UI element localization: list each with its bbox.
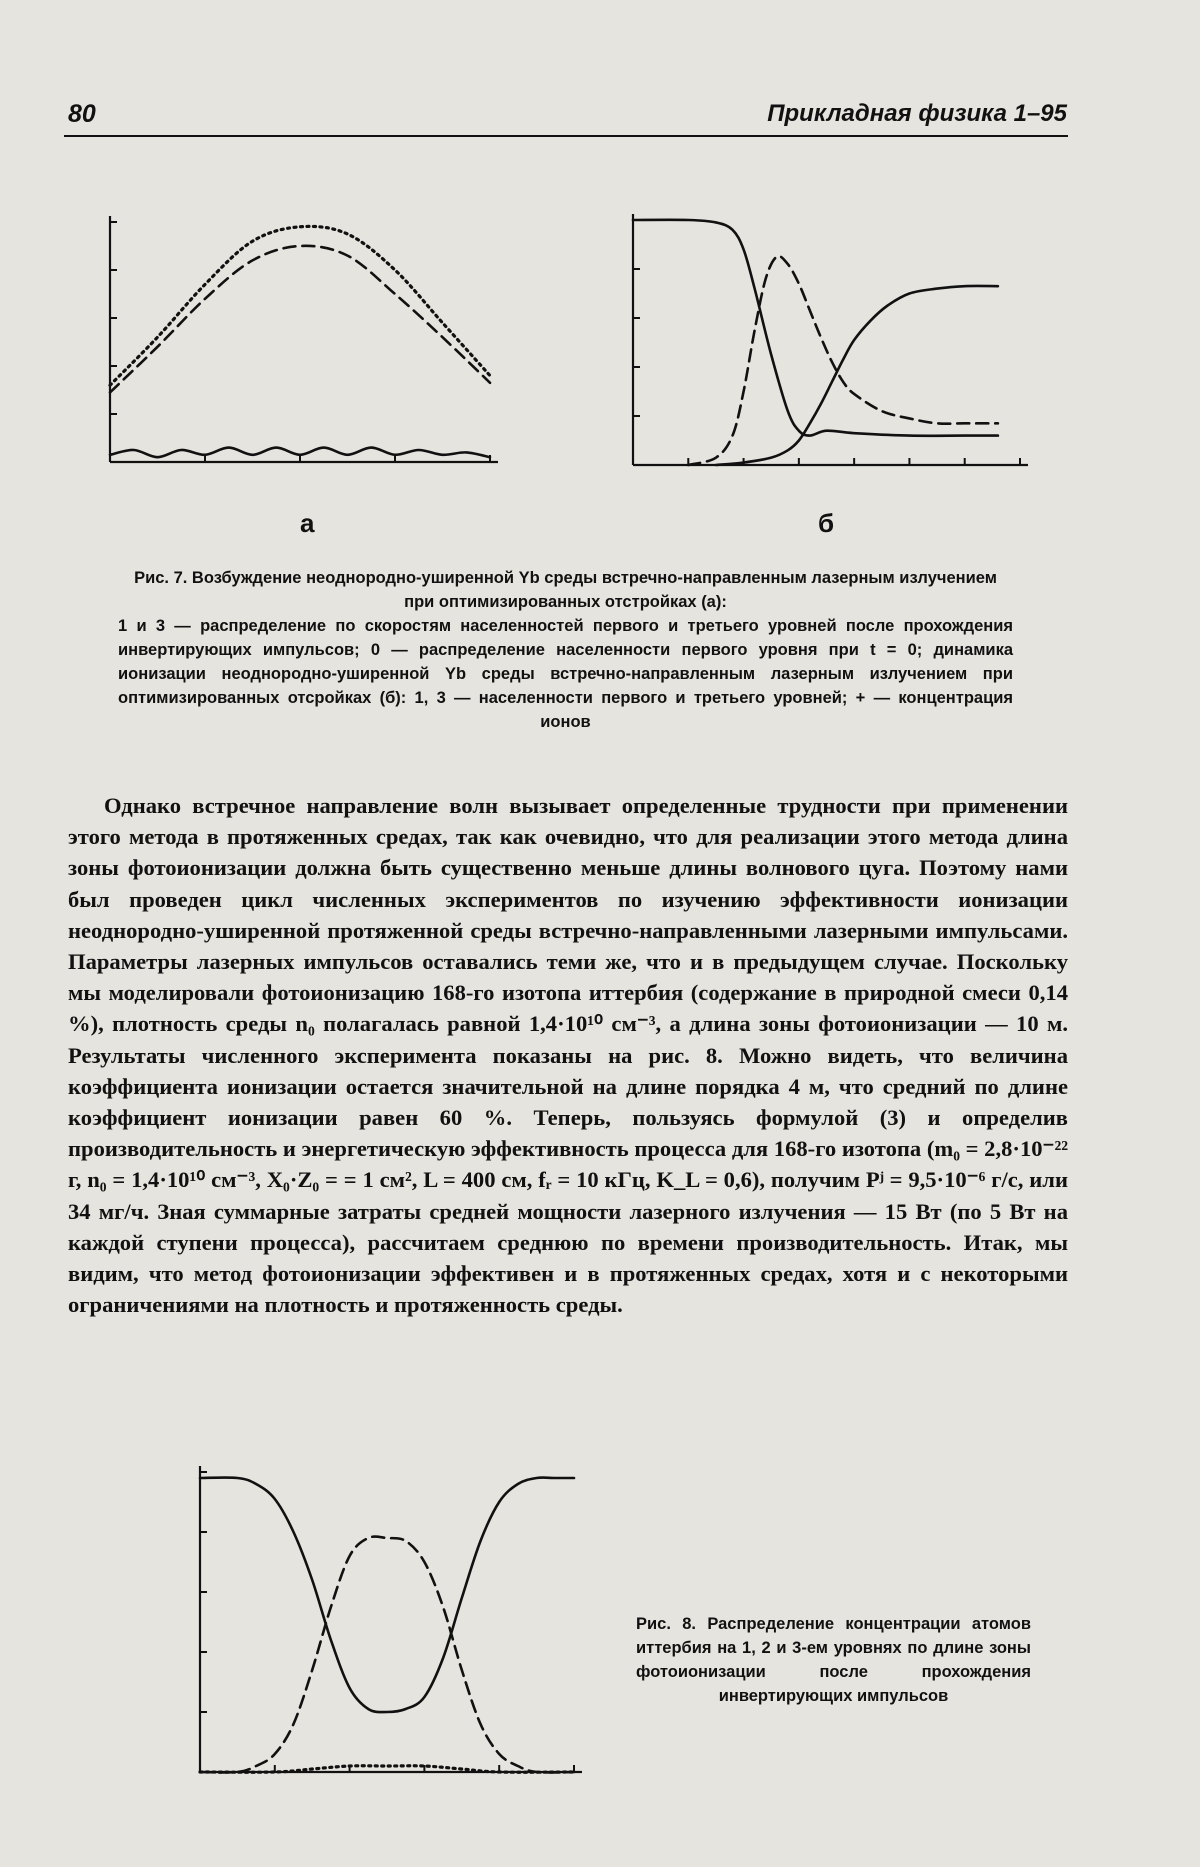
figure-7-caption-title: Рис. 7. Возбуждение неоднородно-уширенной Yb среды встречно-направленным лазерным излучением при оптимизированных отстройках (а): (134, 569, 997, 611)
figure-7-caption-body: 1 и 3 — распределение по скоростям населенностей первого и третьего уровней после прохождения инвертирующих импульсов; 0 — распределение населенности первого уровня при t = 0; динамика ионизации неоднородно-уширенной Yb среды встречно-направленным лазерным излучением при оптимизированных отсройках (б): 1, 3 — населенности первого и третьего уровней; + — концентрация ионов (118, 617, 1013, 731)
figure-7a-label: а (300, 508, 315, 538)
journal-title: Прикладная физика 1–95 (767, 100, 1067, 127)
page-number: 80 (68, 100, 96, 128)
series-1-line (200, 1478, 574, 1713)
series-3-line (200, 1537, 574, 1773)
figure-8-caption (636, 1612, 1031, 1708)
figure-7b-label: б (818, 508, 835, 538)
figure-8-caption-text: Рис. 8. Распределение концентрации атомов иттербия на 1, 2 и 3-ем уровнях по длине зоны фотоионизации после прохождения инвертирующих импульсов (636, 1615, 1031, 1705)
body-paragraph: Однако встречное направление волн вызывает определенные трудности при применении этого метода в протяженных средах, так как очевидно, что для реализации этого метода длина зоны фотоионизации должна быть существенно меньше длины волнового цуга. Поэтому нами был проведен цикл численных экспериментов по изучению эффективности ионизации неоднородно-уширенной протяженной среды встречно-направленными лазерными импульсами. Параметры лазерных импульсов оставались теми же, что и в предыдущем случае. Поскольку мы моделировали фотоионизацию 168-го изотопа иттербия (содержание в природной смеси 0,14 %), плотность среды n₀ полагалась равной 1,4·10¹⁰ см⁻³, а длина зоны фотоионизации — 10 м. Результаты численного эксперимента показаны на рис. 8. Можно видеть, что величина коэффициента ионизации остается значительной на длине порядка 4 м, что средний по длине коэффициент ионизации равен 60 %. Теперь, пользуясь формулой (3) и определив производительность и энергетическую эффективность процесса для 168-го изотопа (m₀ = 2,8·10⁻²² г, n₀ = 1,4·10¹⁰ см⁻³, X₀·Z₀ = = 1 см², L = 400 см, fᵣ = 10 кГц, K_L = 0,6), получим Pʲ = 9,5·10⁻⁶ г/с, или 34 мг/ч. Зная суммарные затраты средней мощности лазерного излучения — 15 Вт (по 5 Вт на каждой ступени процесса), рассчитаем среднюю по времени производительность. Итак, мы видим, что метод фотоионизации эффективен и в протяженных средах, хотя и с некоторыми ограничениями на плотность и протяженность среды. (68, 793, 1069, 1318)
